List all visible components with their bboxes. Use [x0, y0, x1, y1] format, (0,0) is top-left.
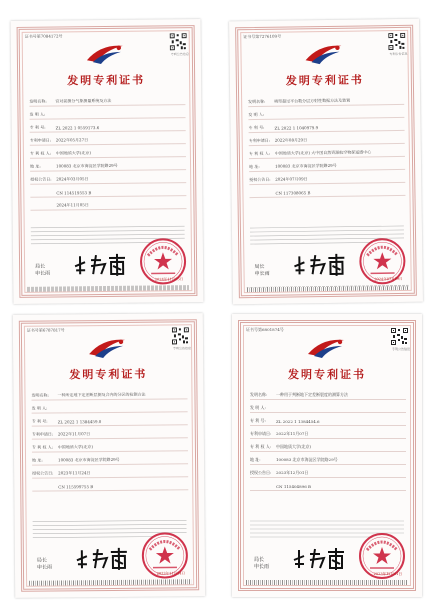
field-value: 2023年12月01日 [276, 470, 309, 475]
field-label: 专利申请日: [248, 137, 271, 144]
field-label: 专 利 号: [248, 124, 265, 131]
field-value: CN 115404896 B [276, 484, 311, 489]
field-value: 2023年11月24日 [58, 470, 91, 476]
certificate-field-row [30, 198, 186, 211]
field-label: 地 址: [30, 163, 41, 169]
certificate-field-row [32, 414, 188, 426]
seal-date: 2024年07月09日 [374, 276, 403, 282]
director-name [37, 558, 52, 572]
field-label: 发 明 人: [31, 405, 48, 411]
field-label: 专 利 号: [31, 418, 48, 424]
certificate-field-row [30, 159, 186, 172]
field-label: 专利申请日: [31, 431, 54, 437]
director-signature [290, 546, 348, 572]
director-line: 申长雨 [36, 564, 53, 571]
barcode [246, 580, 408, 585]
field-value: ZL 2022 1 1040979.9 [274, 125, 319, 131]
field-value: 一种用于判断地下定差断裂度的测算方法 [276, 392, 348, 397]
field-label: 地 址: [250, 457, 261, 462]
field-value: 100083 北京市海淀区学院路29号 [276, 457, 338, 462]
director-name [35, 264, 50, 278]
certificate-field-row [249, 146, 405, 159]
certificate-fields [31, 388, 188, 493]
field-value: 中国地质大学(北京) [55, 150, 92, 156]
field-value: 2024年11月05日 [56, 202, 89, 208]
seal-date: 2023年11月24日 [156, 571, 186, 576]
director-signature [73, 546, 131, 573]
qr-caption: 专利公告信息 [391, 347, 410, 351]
director-line: 申长雨 [254, 270, 270, 278]
field-label: 发明名称: [31, 392, 49, 398]
field-value: CN 114519553 B [56, 190, 92, 196]
qr-code-icon [388, 33, 405, 50]
certificate-field-row [32, 453, 188, 465]
field-label: 地 址: [249, 163, 260, 170]
certificate-title: 发明专利证书 [67, 73, 146, 88]
field-value: 中国地质大学(北京) 大中国自然资源航空物探遥感中心 [274, 149, 372, 156]
certificate-field-row [32, 427, 188, 439]
field-label: 专 利 权 人: [29, 150, 52, 156]
qr-code-icon [172, 327, 189, 344]
qr-code-icon [170, 33, 187, 50]
field-value: 100083 北京市海淀区学院路29号 [56, 162, 118, 169]
field-value: CN 117308065 B [275, 190, 311, 196]
certificate-field-row [29, 107, 185, 120]
patent-certificate-4 [232, 314, 422, 597]
field-value: 官对前测分气象测量系统及方法 [55, 97, 112, 104]
field-value: 2022年05月27日 [55, 137, 89, 143]
field-label: 授权公告日: [30, 176, 52, 182]
field-label: 专 利 号: [29, 124, 46, 130]
certificate-field-row [29, 94, 185, 107]
certificate-field-row [32, 401, 188, 413]
patent-certificate-2 [229, 19, 423, 305]
field-value: 2022年11月07日 [57, 431, 91, 437]
seal-date: 2023年12月01日 [373, 572, 402, 576]
certificate-field-row [250, 389, 406, 400]
field-label: 发明名称: [248, 98, 266, 105]
field-label: 授权公告日: [250, 470, 272, 475]
director-line: 局长 [35, 263, 46, 270]
patent-certificate-3 [13, 313, 205, 598]
certificate-field-row [30, 133, 186, 146]
field-value: 2024年03月05日 [56, 176, 89, 182]
certificate-title: 发明专利证书 [69, 367, 148, 382]
director-line: 申长雨 [254, 564, 270, 570]
patent-certificate-1 [11, 19, 204, 304]
certificate-field-row [30, 172, 186, 185]
certificate-field-row [250, 454, 406, 465]
certificate-field-row [250, 441, 406, 452]
certificate-field-row [32, 466, 188, 478]
field-label: 授权公告日: [32, 470, 54, 476]
field-label: 专利申请日: [250, 431, 272, 436]
certificate-field-row [250, 428, 406, 439]
director-signature [71, 252, 129, 279]
certificate-field-row [249, 159, 405, 172]
field-label: 发 明 人: [248, 111, 265, 118]
certificate-fields [248, 94, 405, 200]
field-label: 发 明 人: [250, 405, 266, 410]
certificate-field-row [250, 480, 406, 491]
qr-code-icon [391, 328, 408, 345]
field-label: 发 明 人: [29, 111, 46, 117]
cnipa-logo-icon [304, 334, 348, 360]
certificate-field-row [249, 172, 405, 185]
field-label: 授权公告日: [249, 176, 271, 183]
field-value: 一种所定地下定差断层测及合内的分区的检测方法 [57, 391, 146, 398]
certificate-number: 证书号第7084172号 [24, 33, 63, 39]
field-label: 发明名称: [29, 98, 47, 104]
certificate-field-row [249, 133, 405, 146]
seal-date: 2024年11月05日 [154, 277, 184, 282]
certificate-fields [29, 94, 186, 213]
certificate-field-row [249, 185, 405, 198]
certificate-number: 证书号第6801874号 [246, 327, 284, 332]
field-label: 专 利 权 人: [250, 444, 272, 449]
certificate-field-row [248, 94, 404, 107]
certificate-fields [250, 389, 406, 493]
director-name [254, 557, 269, 571]
certificate-field-row [32, 479, 188, 491]
field-value: ZL 2022 1 1384459.0 [57, 419, 102, 425]
field-value: 哨型超过平台数分层方射性数据方法及装置 [274, 97, 351, 104]
certificate-title: 发明专利证书 [285, 73, 364, 88]
field-value: ZL 2022 1 1384454.6 [276, 419, 320, 424]
certificate-field-row [250, 415, 406, 426]
field-value: 2022年08月29日 [274, 137, 308, 143]
director-line: 局长 [36, 557, 47, 564]
certificate-field-row [248, 107, 404, 120]
field-value: 2024年07月09日 [275, 176, 308, 182]
field-label: 专 利 权 人: [248, 150, 271, 157]
qr-caption: 专利公告信息 [170, 52, 189, 57]
director-line: 局长 [254, 557, 265, 563]
cnipa-logo-icon [301, 40, 345, 67]
field-value: ZL 2022 1 0559173.6 [55, 125, 100, 131]
qr-caption: 专利公告信息 [389, 51, 408, 57]
certificate-field-row [250, 402, 406, 413]
certificate-field-row [250, 467, 406, 478]
field-label: 专 利 号: [250, 418, 266, 423]
field-value: CN 115599755 B [58, 484, 94, 490]
director-name [254, 264, 269, 278]
field-label: 专利申请日: [29, 137, 52, 143]
field-label: 地 址: [32, 457, 43, 463]
field-value: 100083 北京市海淀区学院路29号 [275, 162, 337, 169]
field-value: 中国地质大学(北京) [276, 444, 312, 449]
certificate-number: 证书号第7276109号 [243, 33, 282, 40]
certificate-field-row [248, 120, 404, 133]
director-line: 局长 [254, 263, 265, 271]
certificate-number: 证书号第6787817号 [26, 327, 65, 333]
cnipa-logo-icon [85, 334, 129, 360]
cnipa-logo-icon [83, 40, 127, 66]
field-label: 专 利 权 人: [31, 444, 54, 450]
certificate-field-row [30, 146, 186, 159]
certificate-field-row [30, 185, 186, 198]
certificate-title: 发明专利证书 [288, 368, 366, 381]
director-line: 申长雨 [35, 270, 51, 277]
field-value: 100083 北京市海淀区学院路29号 [58, 456, 120, 463]
director-signature [290, 252, 348, 279]
certificate-field-row [31, 388, 187, 400]
field-value: 中国地质大学(北京) [57, 444, 94, 450]
field-label: 发明名称: [250, 392, 268, 397]
certificate-field-row [32, 440, 188, 452]
qr-caption: 专利公告信息 [173, 346, 192, 351]
field-value: 2022年11月07日 [276, 431, 309, 436]
certificate-field-row [30, 120, 186, 133]
